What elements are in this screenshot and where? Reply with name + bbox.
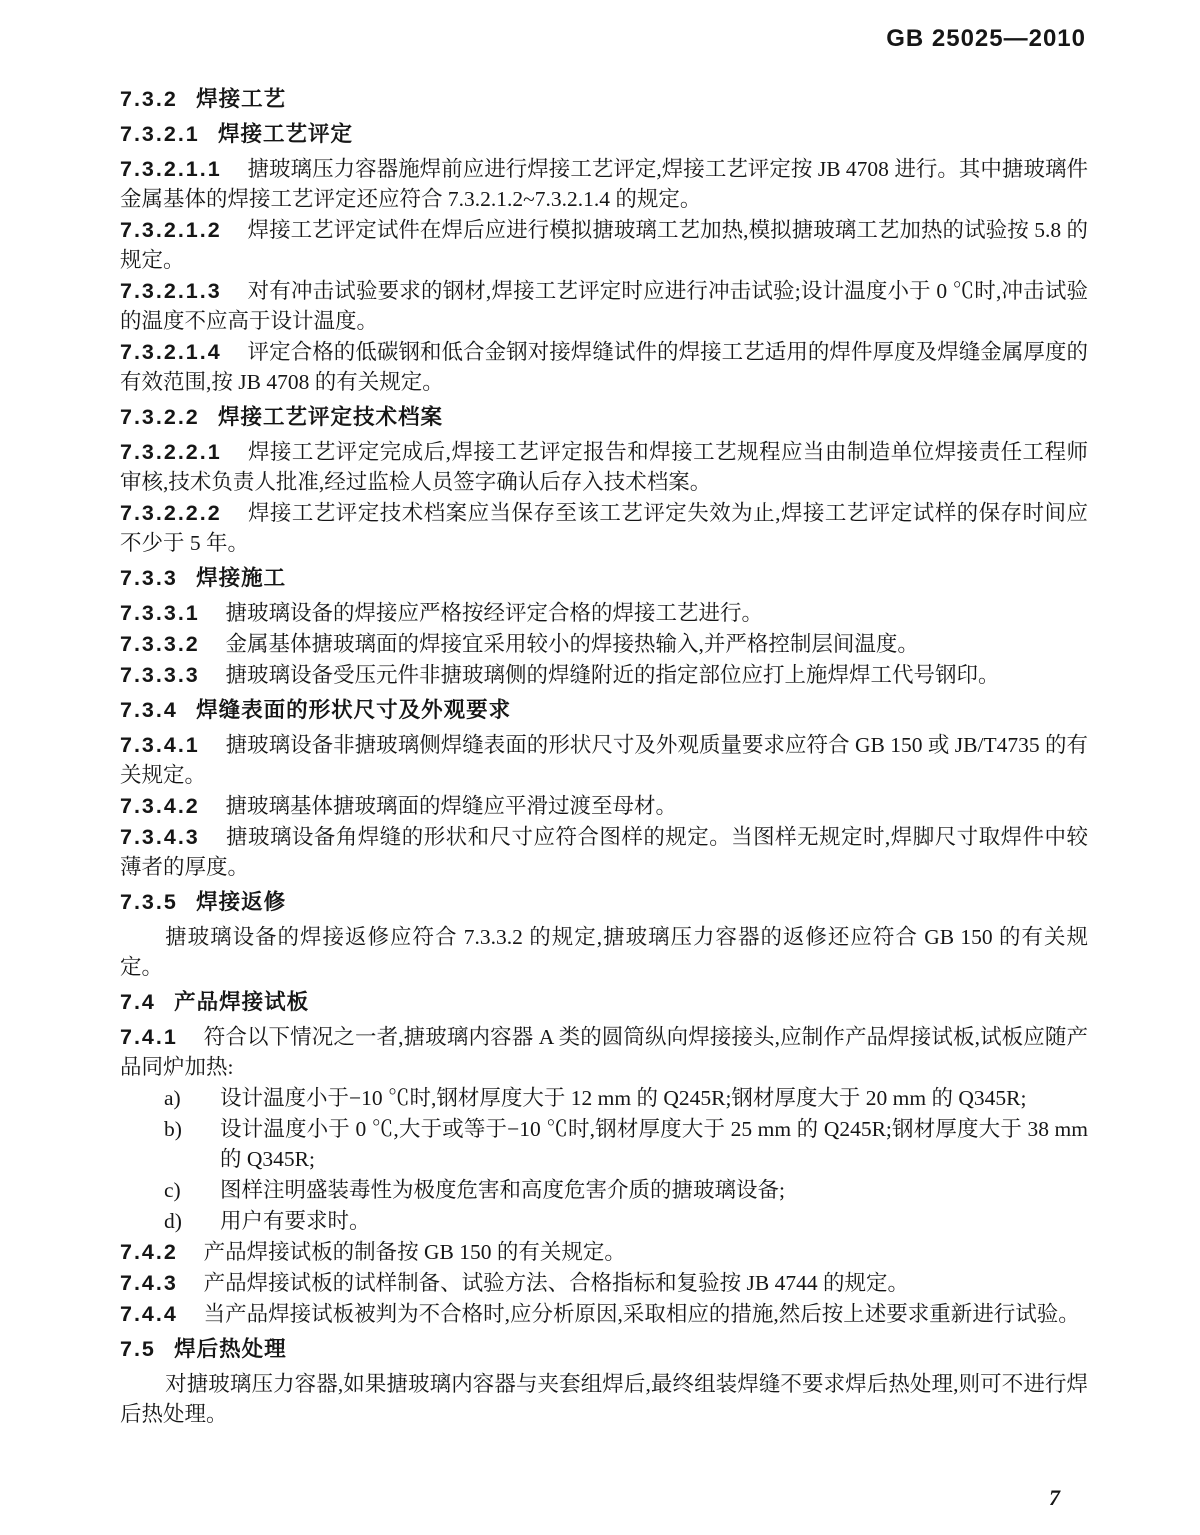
section-heading-7-4 [120,987,1088,1017]
list-marker: d) [164,1209,182,1233]
list-item-c [164,1175,1088,1205]
clause-number: 7.4.3 [120,1271,178,1295]
list-text: 设计温度小于 0 ℃,大于或等于−10 ℃时,钢材厚度大于 25 mm 的 Q245R;钢材厚度大于 38 mm 的 Q345R; [220,1117,1088,1171]
clause-number: 7.3.3.1 [120,601,200,625]
clause-title: 焊缝表面的形状尺寸及外观要求 [196,698,512,722]
clause-number: 7.3.3.2 [120,632,200,656]
clause-number: 7.3.2.2 [120,405,200,429]
document-body [120,84,1088,1429]
body-paragraph: 对搪玻璃压力容器,如果搪玻璃内容器与夹套组焊后,最终组装焊缝不要求焊后热处理,则可不进行焊后热处理。 [120,1372,1088,1426]
clause-text: 金属基体搪玻璃面的焊接宜采用较小的焊接热输入,并严格控制层间温度。 [225,632,919,656]
clause-text: 搪玻璃设备角焊缝的形状和尺寸应符合图样的规定。当图样无规定时,焊脚尺寸取焊件中较薄者的厚度。 [120,825,1088,879]
clause-7-3-3-2 [120,629,1088,659]
clause-number: 7.3.3 [120,566,178,590]
clause-text: 搪玻璃设备的焊接应严格按经评定合格的焊接工艺进行。 [225,601,764,625]
page-number: 7 [1049,1485,1060,1510]
clause-text: 搪玻璃基体搪玻璃面的焊缝应平滑过渡至母材。 [225,794,678,818]
clause-text: 符合以下情况之一者,搪玻璃内容器 A 类的圆筒纵向焊接接头,应制作产品焊接试板,试板应随产品同炉加热: [120,1025,1088,1079]
clause-title: 焊接施工 [196,566,287,590]
clause-title: 焊后热处理 [174,1337,287,1361]
clause-number: 7.3.2.1 [120,122,200,146]
clause-number: 7.3.2.1.2 [120,218,222,242]
standard-code-header: GB 25025—2010 [886,25,1086,52]
clause-text: 搪玻璃设备非搪玻璃侧焊缝表面的形状尺寸及外观质量要求应符合 GB 150 或 JB/T4735 的有关规定。 [120,733,1088,787]
clause-7-4-2 [120,1237,1088,1267]
clause-number: 7.5 [120,1337,156,1361]
clause-text: 搪玻璃压力容器施焊前应进行焊接工艺评定,焊接工艺评定按 JB 4708 进行。其中搪玻璃件金属基体的焊接工艺评定还应符合 7.3.2.1.2~7.3.2.1.4 的规定。 [120,157,1088,211]
list-marker: b) [164,1117,182,1141]
clause-text: 对有冲击试验要求的钢材,焊接工艺评定时应进行冲击试验;设计温度小于 0 ℃时,冲击试验的温度不应高于设计温度。 [120,279,1088,333]
list-item-a [164,1083,1088,1113]
clause-7-4-1 [120,1022,1088,1082]
clause-text: 产品焊接试板的制备按 GB 150 的有关规定。 [203,1240,626,1264]
clause-7-4-3 [120,1268,1088,1298]
clause-number: 7.3.2.1.1 [120,157,222,181]
clause-title: 产品焊接试板 [174,990,310,1014]
section-heading-7-3-2-2 [120,402,1088,432]
clause-text: 产品焊接试板的试样制备、试验方法、合格指标和复验按 JB 4744 的规定。 [203,1271,909,1295]
clause-7-3-2-2-1 [120,437,1088,497]
clause-number: 7.3.4.3 [120,825,200,849]
clause-7-3-3-1 [120,598,1088,628]
clause-text: 评定合格的低碳钢和低合金钢对接焊缝试件的焊接工艺适用的焊件厚度及焊缝金属厚度的有效范围,按 JB 4708 的有关规定。 [120,340,1088,394]
section-heading-7-5 [120,1334,1088,1364]
clause-number: 7.3.4.2 [120,794,200,818]
clause-number: 7.3.2.1.3 [120,279,222,303]
clause-7-3-2-1-4 [120,337,1088,397]
clause-text: 搪玻璃设备受压元件非搪玻璃侧的焊缝附近的指定部位应打上施焊焊工代号钢印。 [225,663,1000,687]
clause-title: 焊接返修 [196,890,287,914]
clause-number: 7.3.3.3 [120,663,200,687]
clause-number: 7.3.2.2.1 [120,440,222,464]
clause-7-3-4-1 [120,730,1088,790]
list-item-b [164,1114,1088,1174]
body-paragraph: 搪玻璃设备的焊接返修应符合 7.3.3.2 的规定,搪玻璃压力容器的返修还应符合 GB 150 的有关规定。 [120,925,1088,979]
clause-number: 7.3.2.2.2 [120,501,222,525]
clause-7-3-2-1-3 [120,276,1088,336]
clause-7-4-4 [120,1299,1088,1329]
clause-number: 7.3.2 [120,87,178,111]
clause-title: 焊接工艺 [196,87,287,111]
clause-text: 焊接工艺评定完成后,焊接工艺评定报告和焊接工艺规程应当由制造单位焊接责任工程师审核,技术负责人批准,经过监检人员签字确认后存入技术档案。 [120,440,1088,494]
clause-text: 焊接工艺评定试件在焊后应进行模拟搪玻璃工艺加热,模拟搪玻璃工艺加热的试验按 5.8 的规定。 [120,218,1088,272]
section-heading-7-3-3 [120,563,1088,593]
list-item-d [164,1206,1088,1236]
clause-number: 7.4 [120,990,156,1014]
clause-number: 7.3.2.1.4 [120,340,222,364]
section-heading-7-3-4 [120,695,1088,725]
clause-number: 7.4.2 [120,1240,178,1264]
list-text: 设计温度小于−10 ℃时,钢材厚度大于 12 mm 的 Q245R;钢材厚度大于 20 mm 的 Q345R; [220,1086,1027,1110]
section-heading-7-3-5 [120,887,1088,917]
clause-title: 焊接工艺评定技术档案 [218,405,444,429]
clause-7-3-2-1-2 [120,215,1088,275]
list-marker: a) [164,1086,181,1110]
clause-text: 焊接工艺评定技术档案应当保存至该工艺评定失效为止,焊接工艺评定试样的保存时间应不少于 5 年。 [120,501,1088,555]
list-text: 用户有要求时。 [220,1209,371,1233]
clause-7-3-2-1-1 [120,154,1088,214]
list-marker: c) [164,1178,181,1202]
clause-number: 7.3.4 [120,698,178,722]
clause-7-3-4-3 [120,822,1088,882]
clause-7-3-3-3 [120,660,1088,690]
list-text: 图样注明盛装毒性为极度危害和高度危害介质的搪玻璃设备; [220,1178,785,1202]
clause-title: 焊接工艺评定 [218,122,354,146]
clause-number: 7.3.5 [120,890,178,914]
clause-7-3-4-2 [120,791,1088,821]
section-heading-7-3-2-1 [120,119,1088,149]
clause-number: 7.4.4 [120,1302,178,1326]
section-heading-7-3-2 [120,84,1088,114]
clause-number: 7.4.1 [120,1025,178,1049]
clause-text: 当产品焊接试板被判为不合格时,应分析原因,采取相应的措施,然后按上述要求重新进行试验。 [203,1302,1080,1326]
clause-number: 7.3.4.1 [120,733,200,757]
clause-7-3-2-2-2 [120,498,1088,558]
